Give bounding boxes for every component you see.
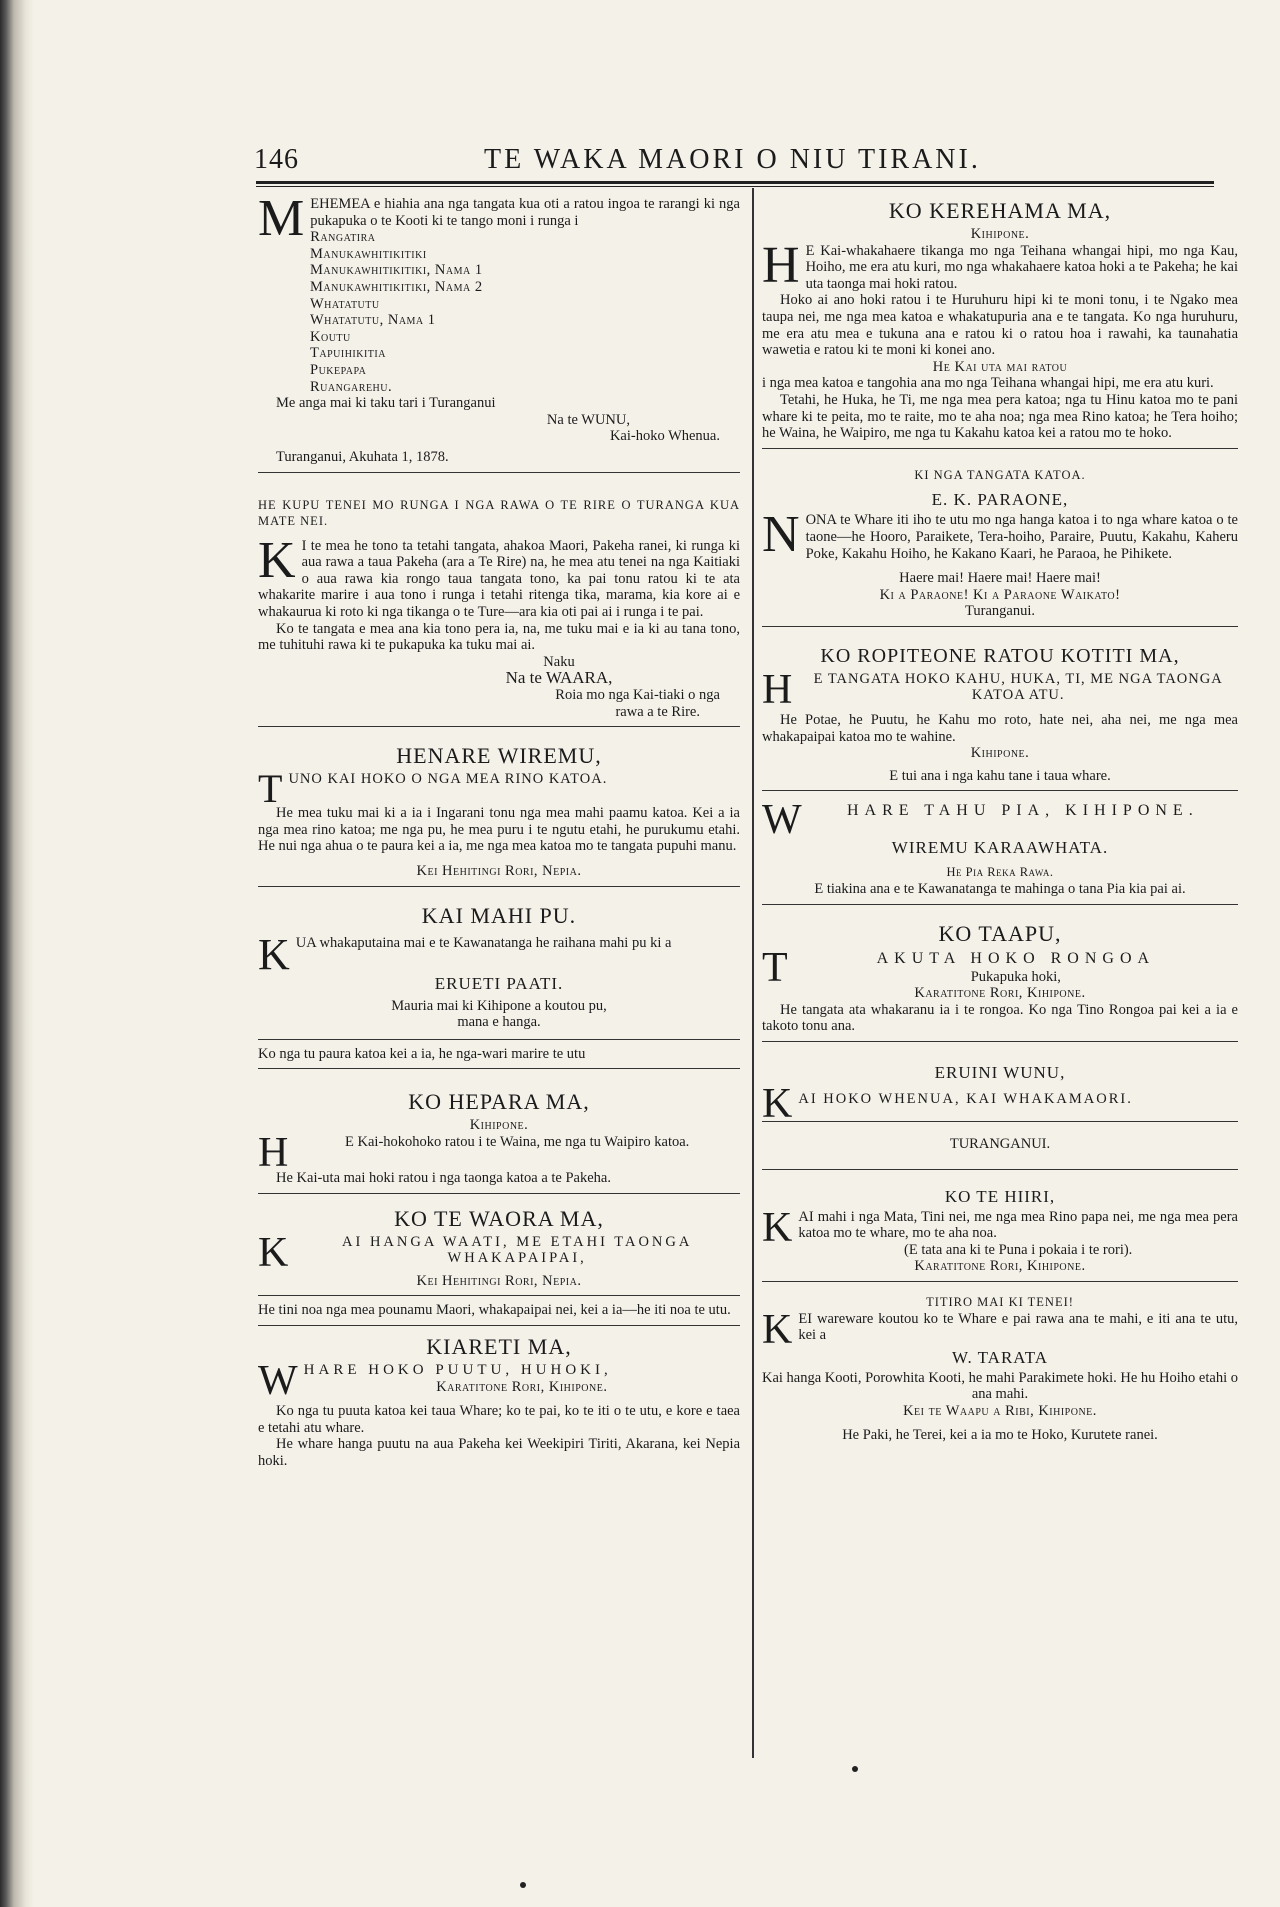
ad-subtitle: HARE HOKO PUUTU, HUHOKI, bbox=[303, 1361, 612, 1378]
ad-name: E. K. PARAONE, bbox=[931, 490, 1069, 510]
list-item: Manukawhitikitiki, Nama 2 bbox=[310, 278, 483, 295]
ad-title: KO KEREHAMA MA, bbox=[888, 198, 1112, 223]
list-item: Pukepapa bbox=[310, 361, 367, 378]
header-rule bbox=[256, 181, 1214, 184]
ad-place: Kihipone. bbox=[970, 745, 1030, 762]
ad-paragraph: He Paki, he Terei, kei a ia mo te Hoko, Kurutete ranei. bbox=[842, 1427, 1158, 1444]
ad-waora bbox=[258, 1194, 740, 1326]
signature-line: rawa a te Rire. bbox=[615, 703, 700, 720]
ad-paragraph: Tetahi, he Huka, he Ti, me nga mea pera katoa; nga tu Hinu katoa mo te pani whare ki te peita, mo te raite, mo te aha noa; nga mea Rino katoa; he Tera hoiho; he Waina, he Waipiro, me nga tu Kakahu katoa kei a ratou mo te hoko. bbox=[762, 391, 1238, 442]
ad-line: mana e hanga. bbox=[457, 1014, 541, 1031]
ad-kerehama bbox=[762, 192, 1238, 449]
ad-heading: HARE TAHU PIA, KIHIPONE. bbox=[846, 802, 1199, 820]
notice-date: Turanganui, Akuhata 1, 1878. bbox=[276, 448, 449, 465]
ad-text: He tangata ata whakaranu ia i te rongoa. Ko nga Tino Rongoa pai kei a ia e takoto tonu ana. bbox=[762, 1001, 1238, 1035]
drop-cap: W bbox=[762, 797, 802, 844]
ad-line: Mauria mai ki Kihipone a koutou pu, bbox=[391, 997, 607, 1014]
drop-cap: K bbox=[258, 531, 296, 589]
ad-eruini bbox=[762, 1042, 1238, 1170]
ad-text: He Potae, he Puutu, he Kahu mo roto, hate nei, aha nei, me nga mea whakapaipai katoa mo te wahine. bbox=[762, 712, 1238, 745]
signature-title: Kai-hoko Whenua. bbox=[609, 428, 720, 445]
ad-text: He mea tuku mai ki a ia i Ingarani tonu nga mea mahi paamu katoa. Kei a ia nga mea rino katoa; me nga pu, he mea puru i te ngutu etahi, he purukumu etahi. He nui nga ahua o te paura kei a ia, me nga mea katoa mo te tangata pupuhi manu. bbox=[258, 805, 740, 855]
list-item: Tapuihikitia bbox=[310, 345, 386, 362]
ad-text: EI wareware koutou ko te Whare e pai rawa ana te mahi, e iti ana te utu, kei a bbox=[798, 1310, 1238, 1344]
ad-line: Pukapuka hoki, bbox=[970, 968, 1061, 985]
ad-kaimahi bbox=[258, 887, 740, 1070]
ad-title: KAI MAHI PU. bbox=[421, 902, 577, 928]
signature-name: Na te WUNU, bbox=[546, 411, 630, 428]
drop-cap: K bbox=[258, 929, 290, 979]
ad-title: KO ROPITEONE RATOU KOTITI MA, bbox=[820, 644, 1180, 667]
block-list bbox=[310, 229, 740, 395]
notice-rire bbox=[258, 473, 740, 728]
ad-tarata bbox=[762, 1282, 1238, 1450]
ad-subhead: He Kai uta mai ratou bbox=[932, 358, 1068, 375]
ad-title: KO TE WAORA MA, bbox=[394, 1205, 604, 1231]
ink-mark bbox=[520, 1882, 526, 1888]
ad-subtitle: AI HOKO WHENUA, KAI WHAKAMAORI. bbox=[798, 1091, 1133, 1107]
notice-paragraph: Ko te tangata e mea ana kia tono pera ia, na, me tuku mai e ia ki au tana tono, me tuhituhi rawa ki te pukapuka ka tuku mai ai. bbox=[258, 620, 740, 654]
ad-text: E Kai-hokohoko ratou i te Waina, me nga tu Waipiro katoa. bbox=[345, 1133, 690, 1150]
ad-line: Haere mai! Haere mai! Haere mai! bbox=[899, 570, 1101, 587]
drop-cap: H bbox=[258, 1129, 289, 1176]
ad-text: AI mahi i nga Mata, Tini nei, me nga mea Rino papa nei, me nga mea pera katoa mo te whare, mo te aha noa. bbox=[798, 1208, 1238, 1242]
ad-place: Kihipone. bbox=[469, 1117, 529, 1134]
ad-address: Karatitone Rori, Kihipone. bbox=[914, 985, 1086, 1002]
ad-address: Karatitone Rori, Kihipone. bbox=[436, 1378, 608, 1395]
section-heading: TITIRO MAI KI TENEI! bbox=[926, 1294, 1074, 1309]
ad-hiiri bbox=[762, 1170, 1238, 1282]
ad-place: Kihipone. bbox=[970, 226, 1030, 242]
ad-title: KO HEPARA MA, bbox=[408, 1089, 590, 1115]
notice-mehemea bbox=[258, 192, 740, 473]
drop-cap: H bbox=[762, 236, 800, 294]
notice-text: EHEMEA e hiahia ana nga tangata kua oti a ratou ingoa te rarangi ki nga pukapuka o te Kooti ki te tango moni i runga i bbox=[310, 196, 740, 229]
page-header bbox=[254, 140, 1214, 182]
ad-place: Turanganui. bbox=[965, 603, 1035, 620]
section-heading: KI NGA TANGATA KATOA. bbox=[914, 467, 1086, 482]
ad-title: KIARETI MA, bbox=[426, 1333, 572, 1359]
ad-paragraph: Ko nga tu puuta katoa kei taua Whare; ko te pai, ko te iti o te utu, e kore e taea e tetahi atu whare. bbox=[258, 1403, 740, 1436]
column-divider bbox=[752, 188, 754, 1758]
ad-paragraph: E Kai-whakahaere tikanga mo nga Teihana whangai hipi, mo nga Kau, Hoiho, me era atu kuri, mo nga whakahaere katoa hoki a te Pakeha; he kai uta taonga mai hoki ratou. bbox=[805, 242, 1238, 292]
drop-cap: K bbox=[762, 1081, 793, 1127]
drop-cap: N bbox=[762, 506, 800, 564]
ad-paragraph: Hoko ai ano hoki ratou i te Huruhuru hipi ki te moni tonu, i te Ngako mea taupa nei, me nga mea katoa e whakatupuria ana e te tangata. Ko nga huruhuru, me era atu mea e tukuna ana e ratou ki o ratou hoa i rawahi, ka taunahatia wawetia e ratou ki te moni ki konei ano. bbox=[762, 292, 1238, 359]
ad-address: Kei Hehitingi Rori, Nepia. bbox=[416, 863, 582, 879]
ad-place: TURANGANUI. bbox=[762, 1121, 1238, 1163]
drop-cap: M bbox=[258, 190, 305, 247]
ad-ropiteone bbox=[762, 627, 1238, 792]
list-item: Manukawhitikitiki, Nama 1 bbox=[310, 262, 483, 279]
list-item: Manukawhitikitiki bbox=[310, 245, 427, 262]
ad-taapu bbox=[762, 905, 1238, 1042]
ad-title: HENARE WIREMU, bbox=[396, 743, 602, 769]
running-title: TE WAKA MAORI O NIU TIRANI. bbox=[484, 144, 981, 175]
ad-line: Ki a Paraone! Ki a Paraone Waikato! bbox=[879, 586, 1121, 603]
ad-text: E tiakina ana e te Kawanatanga te mahinga o tana Pia kia pai ai. bbox=[814, 881, 1186, 898]
signature-line: Roia mo nga Kai-tiaki o nga bbox=[555, 687, 720, 704]
signature-name: Na te WAARA, bbox=[505, 668, 613, 688]
ad-footer: Ko nga tu paura katoa kei a ia, he nga-wari marire te utu bbox=[258, 1039, 740, 1063]
list-item: Whatatutu bbox=[310, 295, 380, 312]
ad-paragraph: Kai hanga Kooti, Porowhita Kooti, he mahi Parakimete hoki. He hu Hoiho etahi o ana mahi. bbox=[762, 1369, 1238, 1403]
header-rule-thin bbox=[256, 186, 1214, 187]
ad-text: He Kai-uta mai hoki ratou i nga taonga katoa a te Pakeha. bbox=[276, 1169, 611, 1186]
page-number: 146 bbox=[254, 144, 299, 175]
ad-name: WIREMU KARAAWHATA. bbox=[891, 838, 1109, 858]
ad-address: Kei Hehitingi Rori, Nepia. bbox=[416, 1272, 582, 1289]
ad-subtitle: E TANGATA HOKO KAHU, HUKA, TI, ME NGA TAONGA KATOA ATU. bbox=[813, 670, 1223, 704]
drop-cap: W bbox=[258, 1357, 298, 1404]
notice-closing: Me anga mai ki taku tari i Turanganui bbox=[276, 395, 496, 412]
list-item: Rangatira bbox=[310, 229, 376, 246]
list-item: Ruangarehu. bbox=[310, 378, 393, 395]
section-heading: HE KUPU TENEI MO RUNGA I NGA RAWA O TE RIRE O TURANGA KUA MATE NEI. bbox=[258, 497, 740, 529]
list-item: Koutu bbox=[310, 328, 351, 345]
ad-address: Kei te Waapu a Ribi, Kihipone. bbox=[903, 1402, 1097, 1419]
ad-paragraph: i nga mea katoa e tangohia ana mo nga Teihana whangai hipi, me era atu kuri. bbox=[762, 375, 1214, 392]
drop-cap: K bbox=[762, 1306, 793, 1353]
drop-cap: H bbox=[762, 666, 793, 713]
ad-address: Karatitone Rori, Kihipone. bbox=[914, 1258, 1086, 1275]
ad-tahupia bbox=[762, 791, 1238, 904]
ad-text: ONA te Whare iti iho te utu mo nga hanga katoa i to nga whare katoa o te taone—he Hooro, Paraikete, Tera-hoiho, Paraire, Puutu, Kakahu, Kaheru Poke, Kakahu Hoiho, he Kakano Kaari, he Paraoa, he Pihikete. bbox=[805, 512, 1238, 562]
ad-name: ERUETI PAATI. bbox=[434, 973, 564, 993]
ad-subtitle: AI HANGA WAATI, ME ETAHI TAONGA WHAKAPAIPAI, bbox=[342, 1233, 693, 1267]
ad-henare bbox=[258, 727, 740, 886]
notice-paragraph: I te mea he tono ta tetahi tangata, ahakoa Maori, Pakeha ranei, ki runga ki aua rawa a taua Pakeha (ara a Te Rire) na, he mea atu tenei na nga Kaitiaki o aua rawa kia rongo taua tangata tono, ka pai tonu ratou ki te ata whakarite marire i aua tono i runga i tetahi ritenga tika, marama, kia kore ai e whakaurua ki roto ki nga tikanga o te Ture—ara kia oti pai ai i runga i te pai. bbox=[258, 537, 740, 621]
page-binding-edge bbox=[0, 0, 34, 1907]
drop-cap: K bbox=[762, 1204, 793, 1251]
ad-text: He tini noa nga mea pounamu Maori, whakapaipai nei, kei a ia—he iti noa te utu. bbox=[258, 1295, 740, 1319]
ad-title: ERUINI WUNU, bbox=[934, 1063, 1066, 1082]
ad-subtitle: AKUTA HOKO RONGOA bbox=[876, 949, 1156, 967]
ad-paragraph: He whare hanga puutu na aua Pakeha kei Weekipiri Tiriti, Akarana, kei Nepia hoki. bbox=[258, 1436, 740, 1469]
ad-text: UA whakaputaina mai e te Kawanatanga he raihana mahi pu ki a bbox=[295, 934, 672, 951]
ad-subhead: He Pia Reka Rawa. bbox=[946, 865, 1054, 880]
naku-label: Naku bbox=[543, 653, 575, 670]
drop-cap: K bbox=[258, 1229, 289, 1276]
ad-name: W. TARATA bbox=[951, 1347, 1048, 1367]
list-item: Whatatutu, Nama 1 bbox=[310, 312, 436, 329]
ad-paraone bbox=[762, 449, 1238, 627]
ad-hepara bbox=[258, 1069, 740, 1193]
ad-subtitle: UNO KAI HOKO O NGA MEA RINO KATOA. bbox=[288, 771, 608, 788]
left-column bbox=[258, 192, 740, 1476]
right-column bbox=[762, 192, 1238, 1450]
ad-footer: E tui ana i nga kahu tane i taua whare. bbox=[889, 767, 1111, 784]
drop-cap: T bbox=[762, 944, 788, 991]
ad-note: (E tata ana ki te Puna i pokaia i te rori). bbox=[904, 1241, 1133, 1258]
ad-title: KO TE HIIRI, bbox=[944, 1186, 1056, 1206]
drop-cap: T bbox=[258, 766, 283, 812]
ad-kiareti bbox=[258, 1326, 740, 1476]
ink-mark bbox=[852, 1766, 858, 1772]
ad-title: KO TAAPU, bbox=[938, 920, 1062, 946]
